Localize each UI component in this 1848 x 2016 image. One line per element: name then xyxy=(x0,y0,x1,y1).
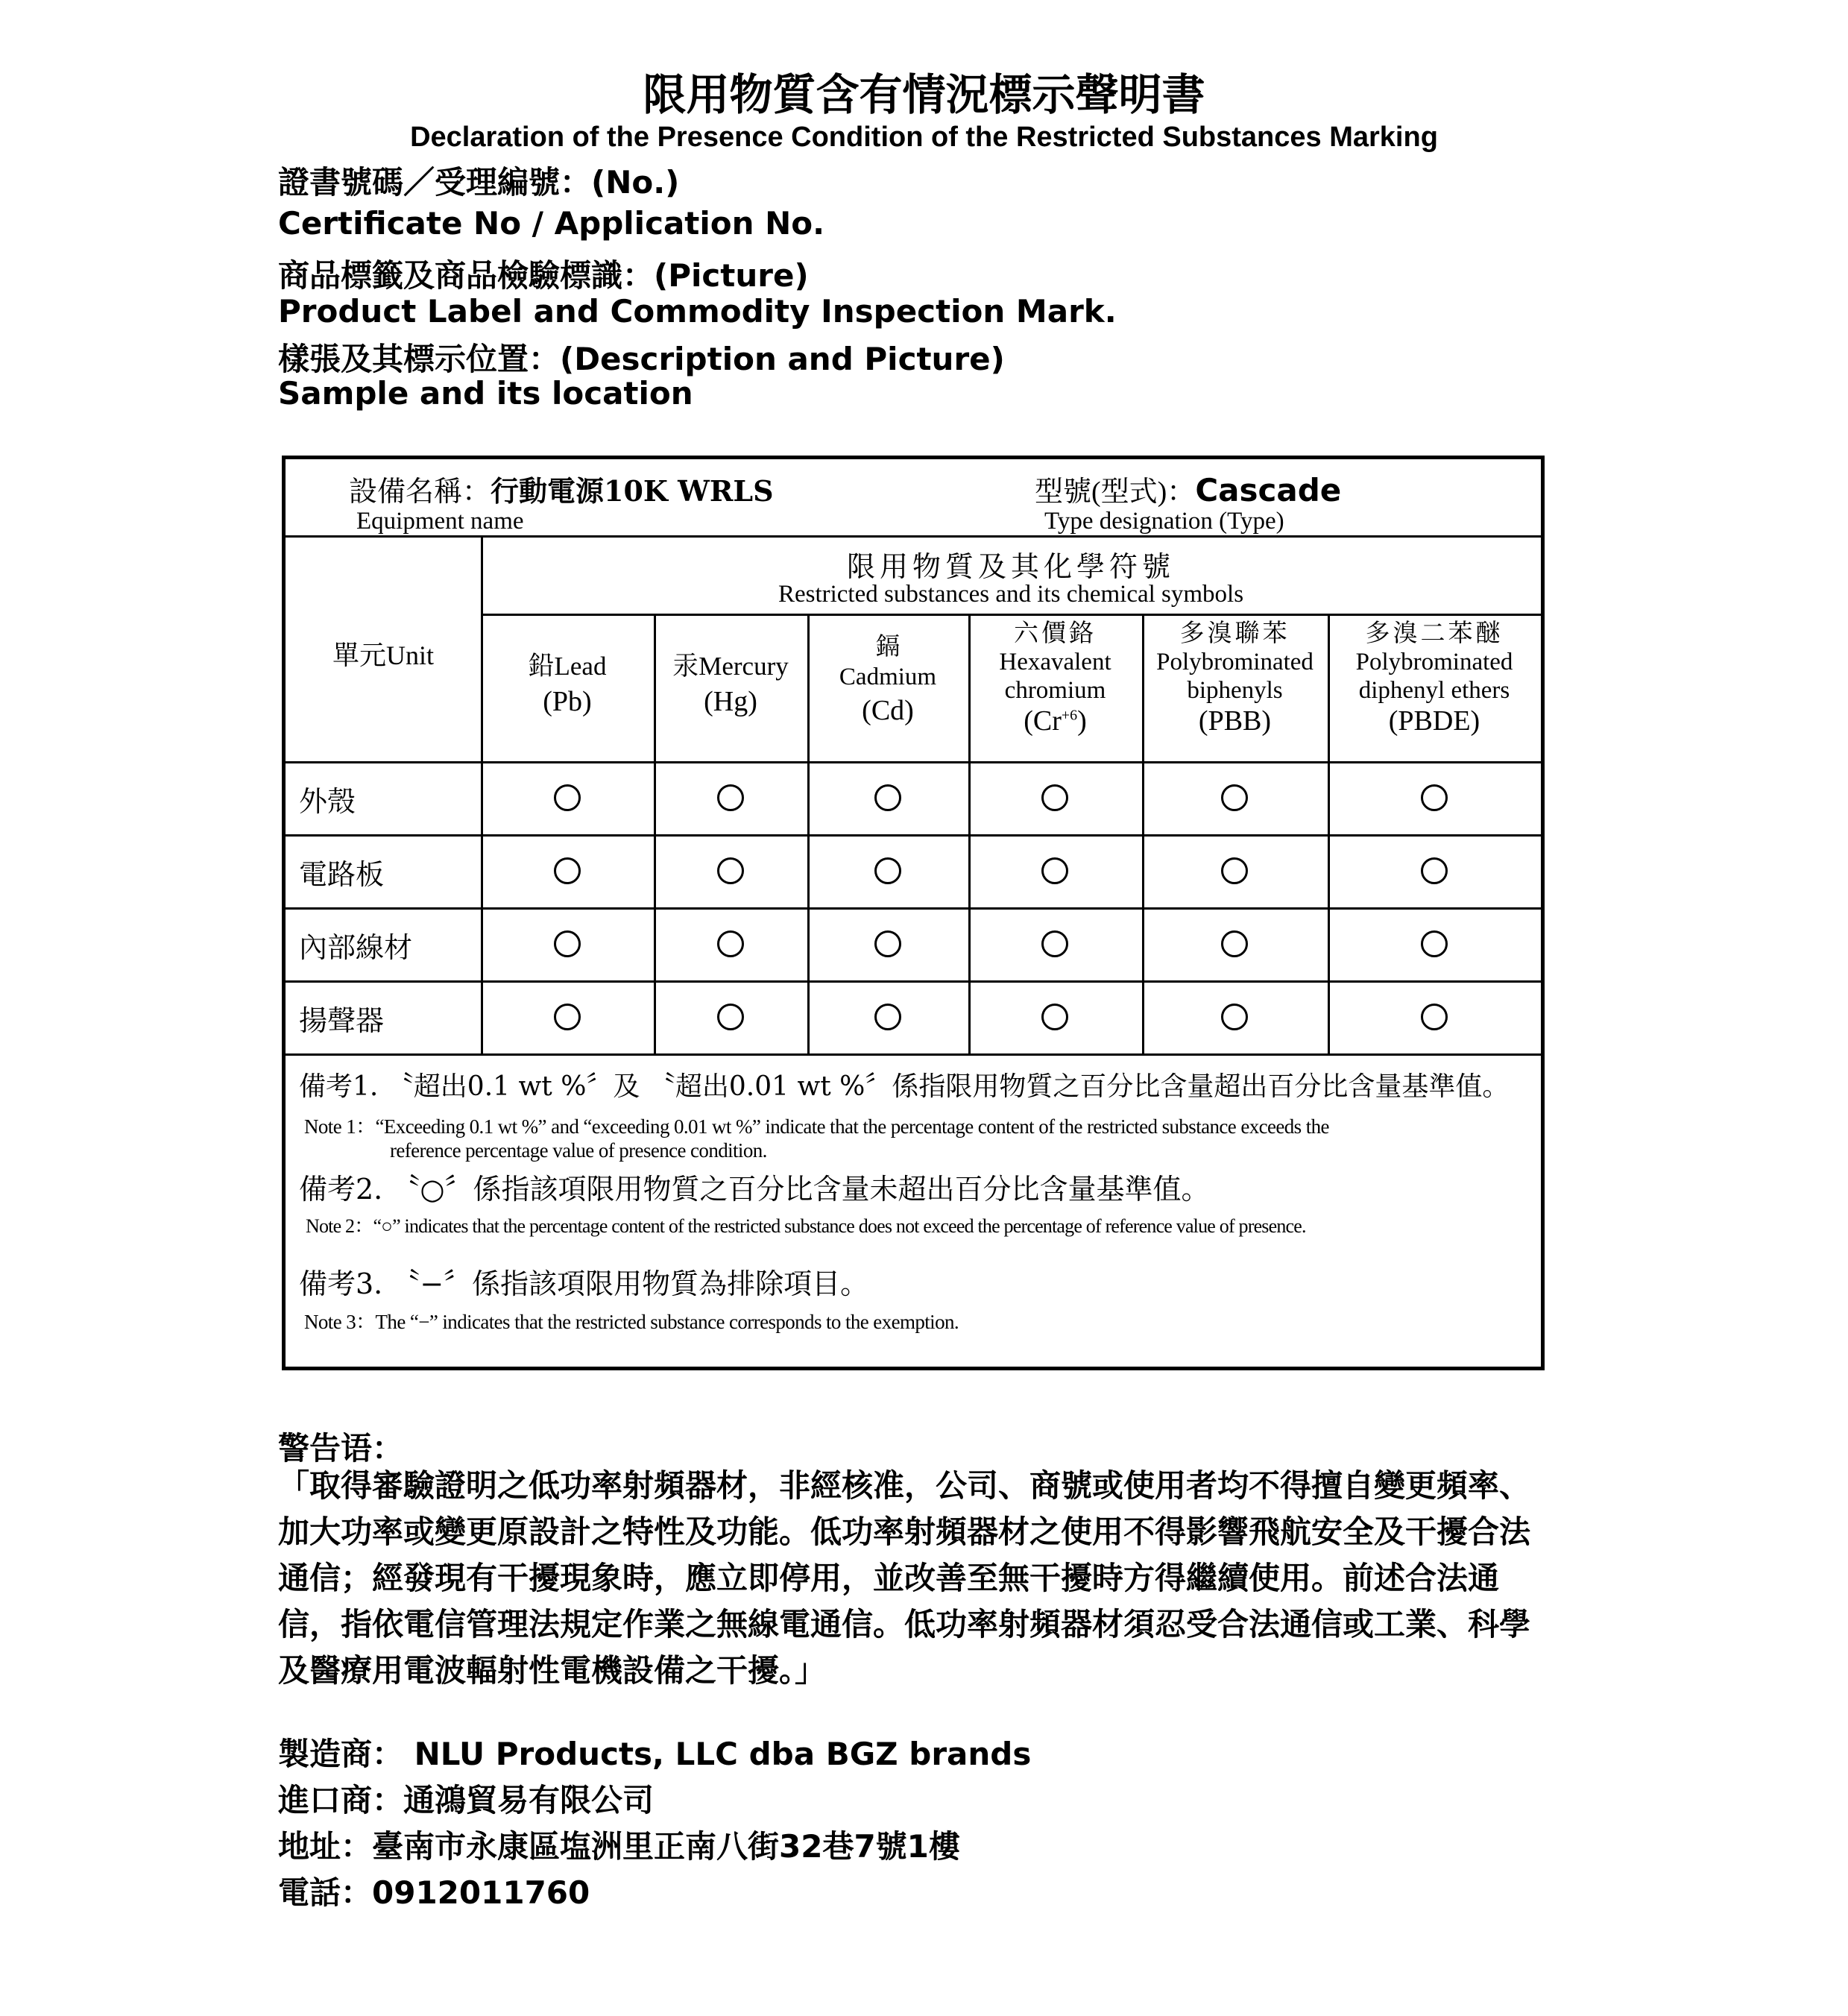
mark-circle xyxy=(1041,930,1068,957)
grid-line xyxy=(286,834,1541,837)
grid-line xyxy=(286,980,1541,983)
substance-lead xyxy=(481,652,654,719)
unit-header: 單元Unit xyxy=(332,640,434,670)
mark-circle xyxy=(1041,857,1068,884)
grid-line xyxy=(286,761,1541,763)
mark-circle xyxy=(1041,784,1068,811)
substance-cadmium xyxy=(807,632,968,728)
substance-hexavalent-chromium xyxy=(968,619,1142,738)
substance-name: Hexavalent xyxy=(999,648,1111,675)
mark-circle xyxy=(554,930,581,957)
row-label: 外殼 xyxy=(299,785,356,818)
note-1-en-cont: reference percentage value of presence condition. xyxy=(390,1139,767,1162)
substance-name: 汞Mercury xyxy=(672,652,789,681)
substance-name-2: chromium xyxy=(1004,676,1106,704)
substance-symbol: (Pb) xyxy=(543,686,592,718)
substance-name: Polybrominated xyxy=(1156,648,1314,675)
warning-heading: 警告语： xyxy=(278,1430,404,1467)
mark-circle xyxy=(1041,1004,1068,1030)
mark-circle xyxy=(874,857,901,884)
manufacturer: 製造商： NLU Products, LLC dba BGZ brands xyxy=(278,1736,1032,1772)
substance-symbol: (PBDE) xyxy=(1388,705,1480,737)
mark-circle xyxy=(717,784,744,811)
note-3-en: Note 3：The “−” indicates that the restricted substance corresponds to the exemption. xyxy=(304,1311,959,1333)
substance-pbde xyxy=(1328,619,1541,738)
substance-symbol: (Hg) xyxy=(704,686,757,718)
equipment-label-en: Equipment name xyxy=(356,508,524,535)
row-label: 內部線材 xyxy=(299,931,413,964)
substance-name: Cadmium xyxy=(839,663,937,690)
address: 地址：臺南市永康區塩洲里正南八街32巷7號1樓 xyxy=(278,1828,960,1865)
grid-line xyxy=(286,1053,1541,1056)
note-2-zh: 備考2. 〝○〞係指該項限用物質之百分比含量未超出百分比含量基準值。 xyxy=(299,1173,1210,1206)
equipment-label-zh: 設備名稱： xyxy=(349,476,491,508)
mark-circle xyxy=(1421,857,1448,884)
mark-circle xyxy=(554,784,581,811)
certificate-no-en: Certificate No / Application No. xyxy=(278,205,825,242)
mark-circle xyxy=(554,857,581,884)
importer: 進口商：通鴻貿易有限公司 xyxy=(278,1782,655,1818)
mark-circle xyxy=(1221,930,1248,957)
mark-circle xyxy=(874,1004,901,1030)
mark-circle xyxy=(874,784,901,811)
substance-name-zh: 六價鉻 xyxy=(1014,618,1097,647)
mark-circle xyxy=(1221,784,1248,811)
substance-pbb xyxy=(1142,619,1328,738)
substance-symbol: (Cd) xyxy=(862,694,914,726)
row-label: 電路板 xyxy=(299,858,385,891)
mark-circle xyxy=(1421,784,1448,811)
phone: 電話：0912011760 xyxy=(278,1874,590,1911)
mark-circle xyxy=(717,857,744,884)
substance-name-zh: 鎘 xyxy=(875,631,901,661)
equipment-row xyxy=(349,468,774,509)
mark-circle xyxy=(1221,857,1248,884)
row-label: 揚聲器 xyxy=(299,1004,385,1037)
product-label-en: Product Label and Commodity Inspection Mark. xyxy=(278,293,1117,330)
mark-circle xyxy=(1221,1004,1248,1030)
page-title: 限用物質含有情況標示聲明書 xyxy=(643,69,1205,120)
type-label-zh: 型號(型式)： xyxy=(1035,476,1196,508)
product-label-zh: 商品標籤及商品檢驗標識：(Picture) xyxy=(278,257,809,294)
substance-name: Polybrominated xyxy=(1355,648,1513,675)
mark-circle xyxy=(717,930,744,957)
substance-name-zh: 多溴二苯醚 xyxy=(1365,618,1504,647)
sample-location-zh: 樣張及其標示位置：(Description and Picture) xyxy=(278,341,1005,377)
equipment-value: 行動電源10K WRLS xyxy=(491,474,774,508)
restricted-header-zh: 限用物質及其化學符號 xyxy=(846,550,1175,583)
restricted-substances-table xyxy=(282,456,1545,1370)
note-1-zh: 備考1. 〝超出0.1 wt %〞及 〝超出0.01 wt %〞係指限用物質之百分比含量超出百分比含量基準值。 xyxy=(299,1071,1510,1102)
note-1-en: Note 1：“Exceeding 0.1 wt %” and “exceeding 0.01 wt %” indicate that the percentage content of the restricted substance exceeds the xyxy=(304,1115,1329,1138)
substance-symbol: (PBB) xyxy=(1198,705,1272,737)
grid-line xyxy=(286,535,1541,538)
substance-name-2: diphenyl ethers xyxy=(1358,676,1510,704)
certificate-no-zh: 證書號碼／受理編號：(No.) xyxy=(278,164,680,201)
mark-circle xyxy=(1421,1004,1448,1030)
grid-line xyxy=(286,907,1541,910)
warning-text: 「取得審驗證明之低功率射頻器材，非經核准，公司、商號或使用者均不得擅自變更頻率、加大功率或變更原設計之特性及功能。低功率射頻器材之使用不得影響飛航安全及干擾合法通信；經發現有干擾現象時，應立即停用，並改善至無干擾時方得繼續使用。前述合法通信，指依電信管理法規定作業之無線電通信。低功率射頻器材須忍受合法通信或工業、科學及醫療用電波輻射性電機設備之干擾。」 xyxy=(278,1467,1531,1689)
type-value: Cascade xyxy=(1195,472,1342,508)
sample-location-en: Sample and its location xyxy=(278,375,693,412)
type-row xyxy=(1035,468,1341,509)
note-3-zh: 備考3. 〝−〞係指該項限用物質為排除項目。 xyxy=(299,1267,869,1300)
substance-mercury xyxy=(654,652,807,719)
mark-circle xyxy=(874,930,901,957)
substance-name-2: biphenyls xyxy=(1187,676,1283,704)
grid-line xyxy=(481,535,483,1056)
mark-circle xyxy=(717,1004,744,1030)
substance-symbol: $(Cr^{+6})$ xyxy=(1024,705,1087,737)
mark-circle xyxy=(554,1004,581,1030)
mark-circle xyxy=(1421,930,1448,957)
note-2-en: Note 2：“○” indicates that the percentage content of the restricted substance does not exceed the percentage of reference value of presence. xyxy=(306,1215,1306,1237)
substance-name: 鉛Lead xyxy=(528,652,607,681)
restricted-header-en: Restricted substances and its chemical symbols xyxy=(778,581,1244,608)
page-subtitle: Declaration of the Presence Condition of the Restricted Substances Marking xyxy=(410,122,1438,153)
grid-line xyxy=(481,614,1541,616)
type-label-en: Type designation (Type) xyxy=(1044,508,1284,535)
substance-name-zh: 多溴聯苯 xyxy=(1179,618,1290,647)
